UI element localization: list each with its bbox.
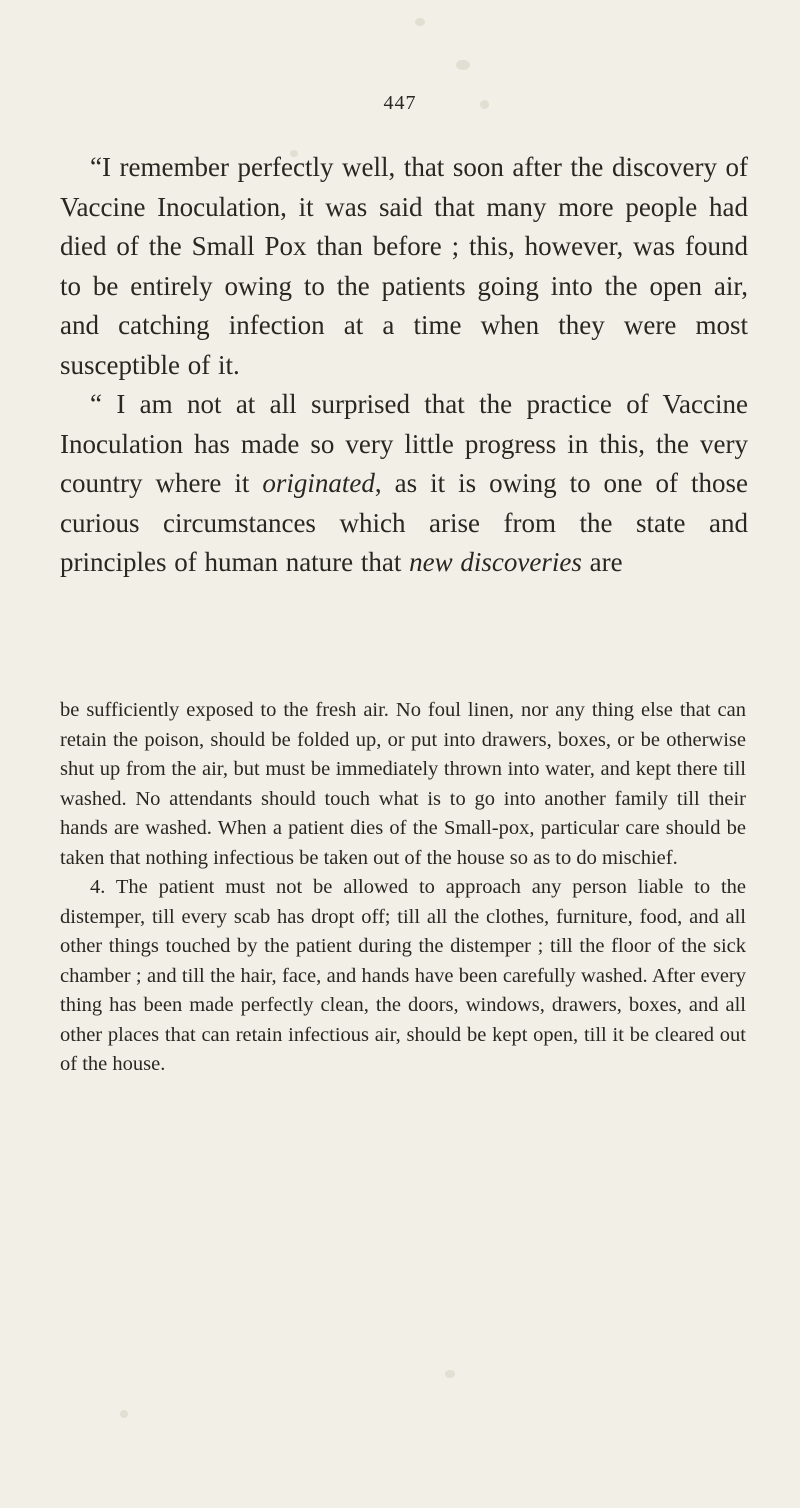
paper-speck xyxy=(120,1410,128,1418)
main-paragraph-2-part-c: are xyxy=(581,547,623,577)
footnote-paragraph-2: 4. The patient must not be allowed to approach any person liable to the distemper, till every scab has dropt off; till all the clothes, furniture, food, and all other things touched by the patient during the distemper ; till the floor of the sick chamber ; and till the hair, face, and hands have been carefully washed. After every thing has been made perfectly clean, the doors, windows, drawers, boxes, and all other places that can retain infectious air, should be kept open, till it be cleared out of the house. xyxy=(60,876,746,1075)
paper-speck xyxy=(445,1370,455,1378)
main-text-block xyxy=(60,148,748,583)
paper-speck xyxy=(415,18,425,26)
main-paragraph-2-part-b: , as it is owing to one of those curious circumstances which arise from the state and principles of human nature that xyxy=(60,468,748,577)
italic-new-discoveries: new discoveries xyxy=(409,547,582,577)
footnote-text-block xyxy=(60,696,746,1080)
page-number: 447 xyxy=(383,92,417,114)
main-paragraph-2 xyxy=(60,385,748,583)
paper-speck xyxy=(456,60,470,70)
main-paragraph-1: “I remember perfectly well, that soon after the discovery of Vaccine Inoculation, it was said that many more people had died of the Small Pox than before ; this, however, was found to be entirely owing to the patients going into the open air, and catching infection at a time when they were most susceptible of it. xyxy=(60,152,748,380)
italic-originated: originated xyxy=(262,468,375,498)
main-paragraph-2-part-a: “ I am not at all surprised that the practice of Vaccine Inoculation has made so very little progress in this, the very country where it xyxy=(60,389,748,498)
footnote-paragraph-1: be sufficiently exposed to the fresh air. No foul linen, nor any thing else that can retain the poison, should be folded up, or put into drawers, boxes, or be otherwise shut up from the air, but must be immediately thrown into water, and kept there till washed. No attendants should touch what is to go into another family till their hands are washed. When a patient dies of the Small-pox, particular care should be taken that nothing infectious be taken out of the house so as to do mischief. xyxy=(60,699,746,869)
